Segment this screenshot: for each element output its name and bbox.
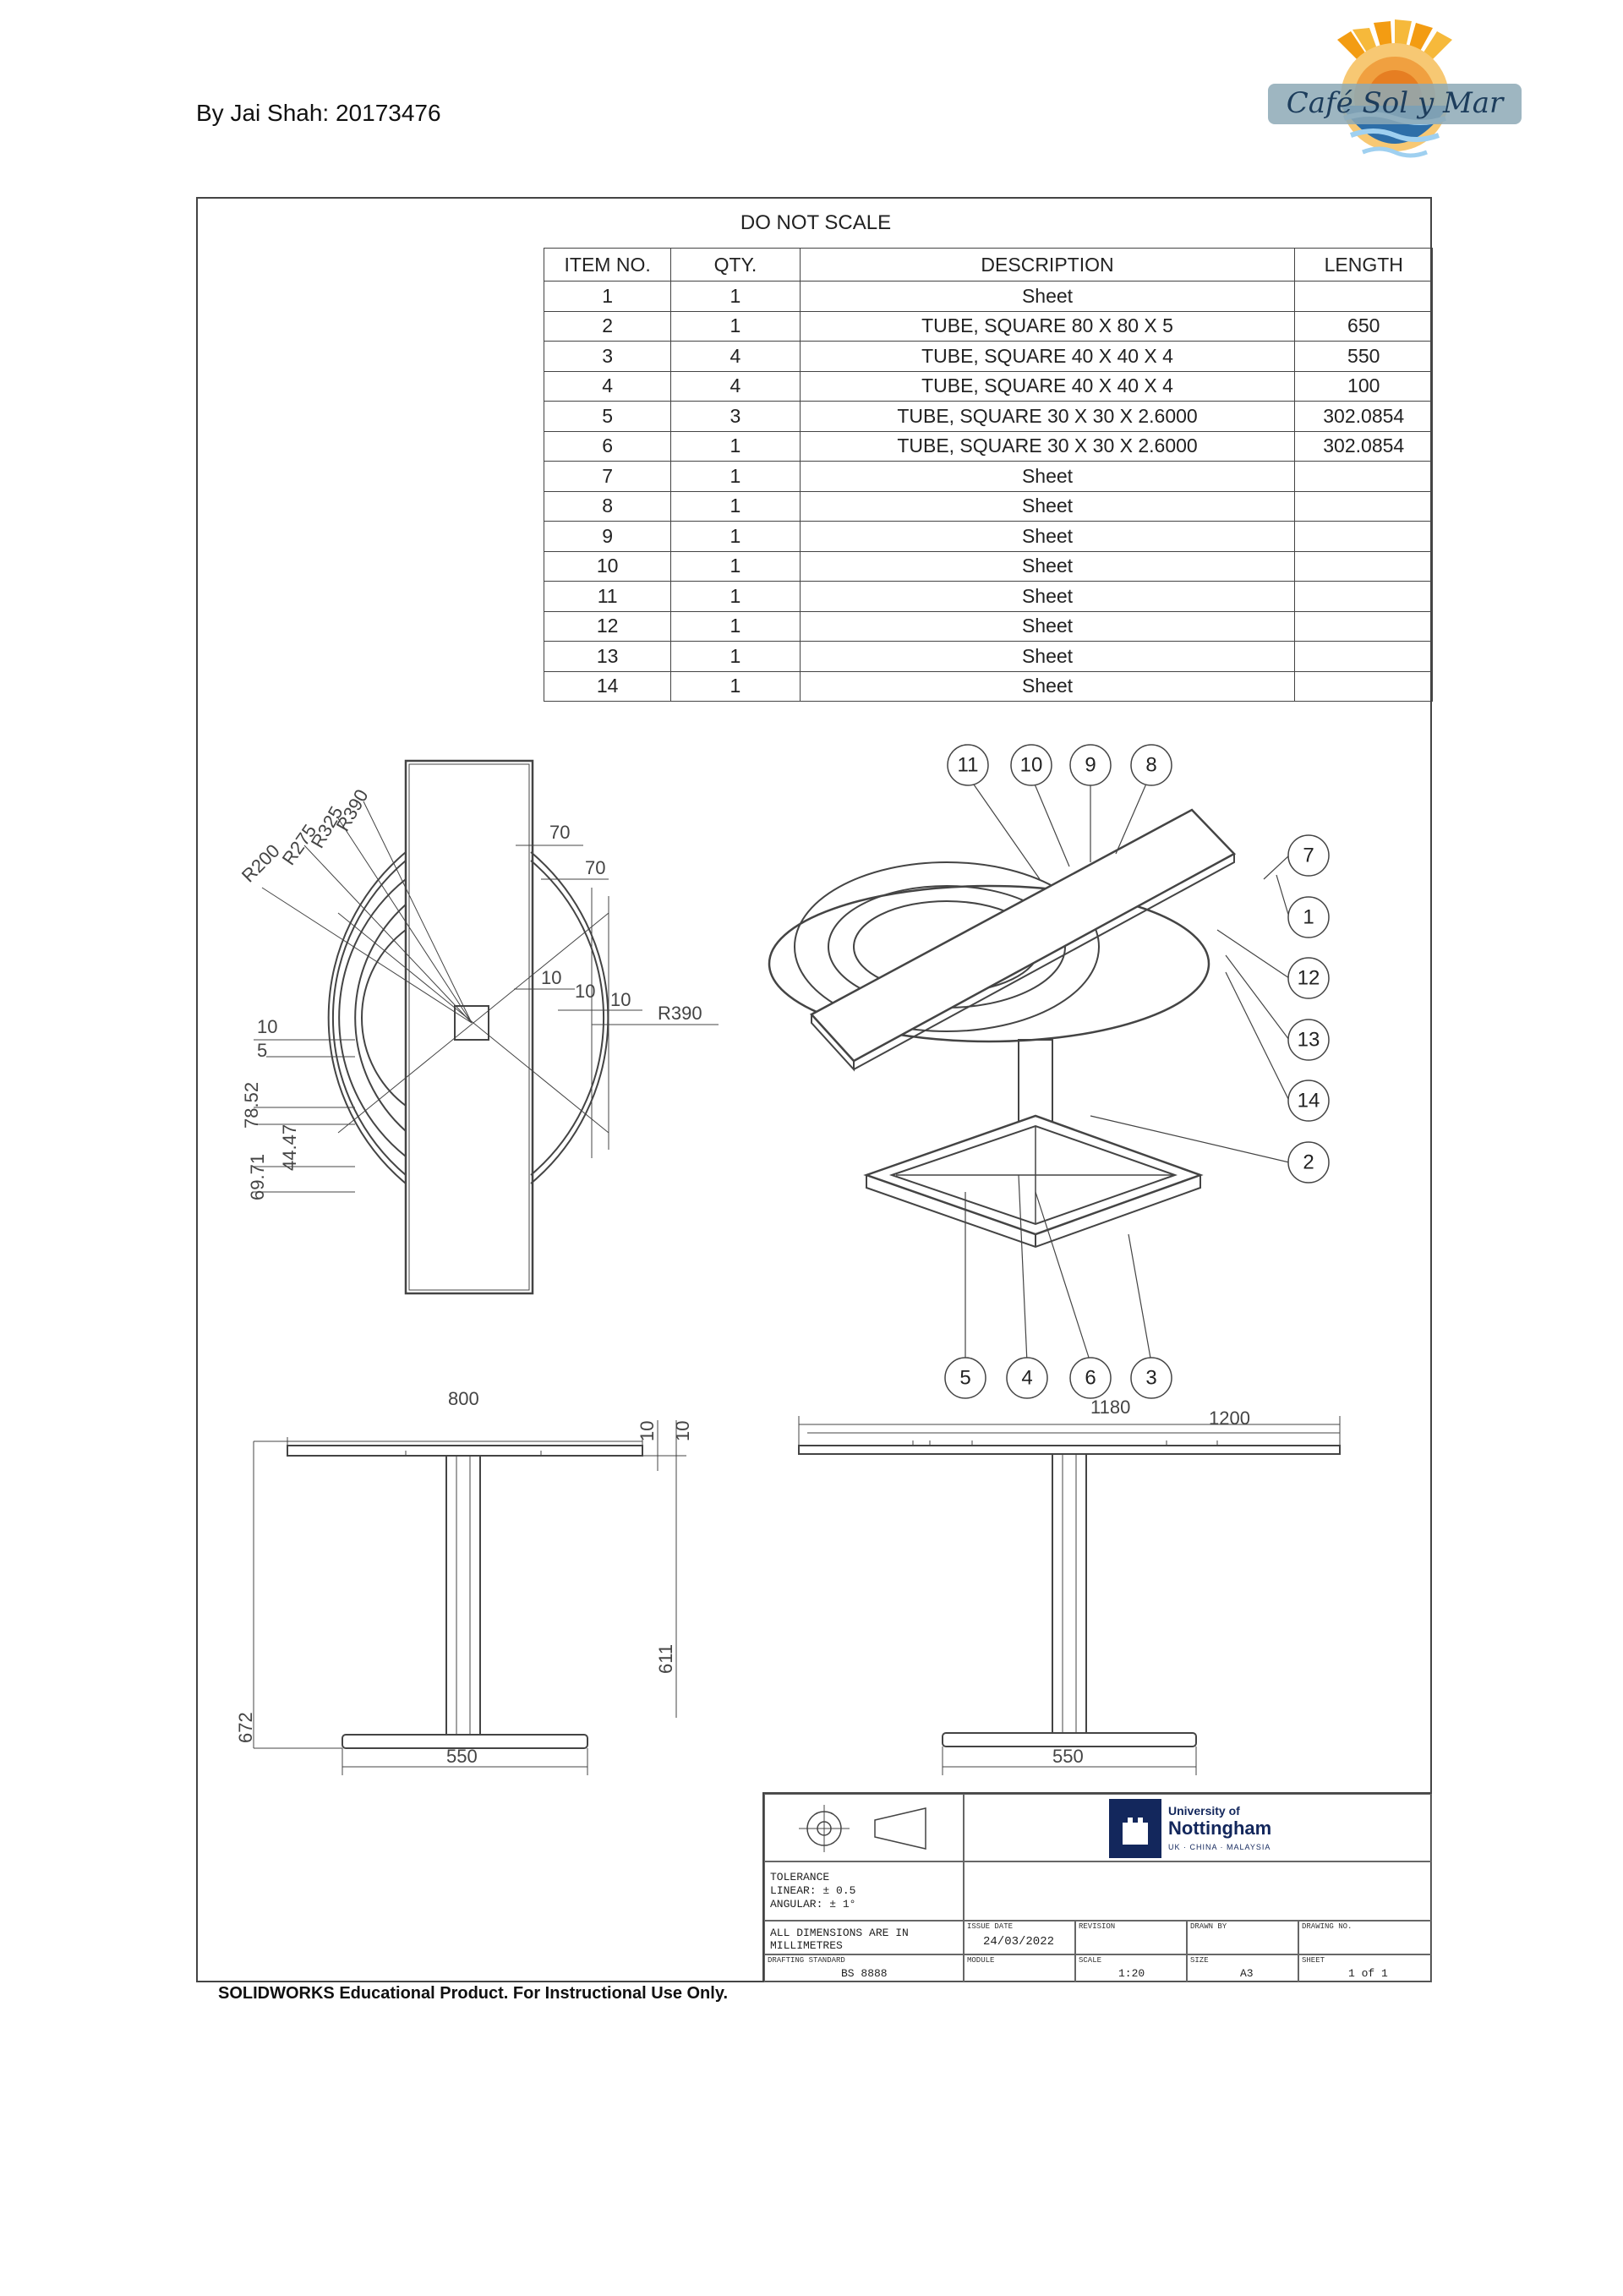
front-view [254, 1420, 686, 1775]
scale-value: 1:20 [1118, 1967, 1145, 1980]
bom-description: TUBE, SQUARE 40 X 40 X 4 [800, 371, 1295, 402]
dim-550-side: 550 [1052, 1746, 1084, 1767]
scale-label: SCALE [1079, 1956, 1102, 1965]
units-line-2: MILLIMETRES [770, 1939, 843, 1952]
bom-qty: 3 [671, 402, 800, 432]
bom-item-no: 8 [544, 491, 671, 522]
bom-item-no: 2 [544, 311, 671, 342]
drawn-by-label: DRAWN BY [1190, 1922, 1227, 1931]
university-name-line-3: UK · CHINA · MALAYSIA [1168, 1843, 1271, 1851]
university-logo [1109, 1799, 1278, 1858]
balloon-label: 11 [957, 753, 979, 777]
dim-672: 672 [235, 1712, 256, 1743]
bom-length: 302.0854 [1295, 402, 1433, 432]
dim-1200: 1200 [1209, 1408, 1250, 1429]
bom-item-no: 10 [544, 551, 671, 582]
bom-length: 302.0854 [1295, 431, 1433, 462]
bom-description: Sheet [800, 462, 1295, 492]
drafting-value: BS 8888 [841, 1967, 888, 1980]
bom-header-length: LENGTH [1295, 249, 1433, 282]
scale-cell [1075, 1954, 1187, 1982]
bom-qty: 4 [671, 342, 800, 372]
bom-item-no: 12 [544, 611, 671, 642]
side-view-dimensions [1052, 1397, 1250, 1767]
bom-description: Sheet [800, 522, 1295, 552]
balloon-label: 4 [1021, 1366, 1033, 1390]
drafting-label: DRAFTING STANDARD [768, 1956, 845, 1965]
balloon-label: 1 [1303, 905, 1314, 929]
bom-description: Sheet [800, 582, 1295, 612]
balloon-label: 8 [1145, 753, 1157, 777]
issue-date-cell [964, 1921, 1075, 1954]
dim-r325: R325 [306, 802, 347, 852]
issue-date-value: 24/03/2022 [983, 1935, 1055, 1949]
bom-qty: 1 [671, 431, 800, 462]
solidworks-footer: SOLIDWORKS Educational Product. For Instructional Use Only. [218, 1984, 729, 2003]
dim-611: 611 [655, 1643, 676, 1674]
size-value: A3 [1240, 1967, 1254, 1980]
side-view [799, 1416, 1340, 1775]
module-label: MODULE [967, 1956, 995, 1965]
dim-10-b: 10 [575, 981, 596, 1002]
bom-qty: 1 [671, 491, 800, 522]
bom-qty: 1 [671, 522, 800, 552]
bom-item-no: 5 [544, 402, 671, 432]
bom-item-no: 11 [544, 582, 671, 612]
issue-date-label: ISSUE DATE [967, 1922, 1014, 1931]
balloon-label: 9 [1085, 753, 1096, 777]
balloon-label: 7 [1303, 844, 1314, 867]
author-label: By Jai Shah: 20173476 [196, 100, 441, 126]
bom-item-no: 7 [544, 462, 671, 492]
dim-78-52: 78.52 [241, 1081, 262, 1129]
balloon-label: 14 [1297, 1089, 1320, 1112]
tolerance-cell [764, 1861, 964, 1921]
bom-header-qty: QTY. [671, 249, 800, 282]
dim-10-a: 10 [541, 967, 562, 988]
revision-cell [1075, 1921, 1187, 1954]
bom-item-no: 6 [544, 431, 671, 462]
bom-qty: 4 [671, 371, 800, 402]
balloons-top [948, 745, 1172, 785]
third-angle-projection-icon [765, 1795, 965, 1862]
drawn-by-cell [1187, 1921, 1298, 1954]
tolerance-linear: LINEAR: ± 0.5 [770, 1884, 856, 1897]
dim-1180: 1180 [1090, 1397, 1131, 1418]
dim-10-front-b: 10 [672, 1420, 693, 1441]
bom-length: 100 [1295, 371, 1433, 402]
do-not-scale-note: DO NOT SCALE [740, 211, 892, 234]
dim-10-c: 10 [610, 989, 631, 1010]
balloon-label: 5 [959, 1366, 971, 1390]
dim-70-a: 70 [549, 822, 571, 843]
bom-item-no: 13 [544, 642, 671, 672]
bom-description: TUBE, SQUARE 30 X 30 X 2.6000 [800, 431, 1295, 462]
units-line-1: ALL DIMENSIONS ARE IN [770, 1927, 909, 1939]
dim-800: 800 [448, 1388, 479, 1409]
dim-69-71: 69.71 [247, 1153, 268, 1200]
sheet-value: 1 of 1 [1348, 1967, 1388, 1980]
bom-length: 650 [1295, 311, 1433, 342]
bom-description: TUBE, SQUARE 30 X 30 X 2.6000 [800, 402, 1295, 432]
drafting-cell [764, 1954, 964, 1982]
bom-description: Sheet [800, 611, 1295, 642]
university-name-line-1: University of [1168, 1804, 1240, 1818]
bom-description: Sheet [800, 671, 1295, 702]
bom-description: Sheet [800, 491, 1295, 522]
dim-r390-b: R390 [658, 1003, 702, 1024]
isometric-view [769, 810, 1234, 1247]
bom-description: Sheet [800, 551, 1295, 582]
dim-44-47: 44.47 [279, 1123, 300, 1171]
title-block [762, 1792, 1432, 1982]
bom-qty: 1 [671, 311, 800, 342]
bom-qty: 1 [671, 282, 800, 312]
balloon-label: 2 [1303, 1151, 1314, 1174]
castle-crest-icon [1109, 1799, 1161, 1858]
balloon-label: 13 [1297, 1028, 1320, 1052]
bom-qty: 1 [671, 582, 800, 612]
size-cell [1187, 1954, 1298, 1982]
bom-item-no: 4 [544, 371, 671, 402]
bom-qty: 1 [671, 551, 800, 582]
blank-cell [964, 1861, 1432, 1921]
dim-10-front-a: 10 [637, 1420, 658, 1441]
size-label: SIZE [1190, 1956, 1209, 1965]
dim-10-left: 10 [257, 1016, 278, 1037]
module-cell [964, 1954, 1075, 1982]
balloons-right [1288, 835, 1329, 1183]
tolerance-title: TOLERANCE [770, 1871, 830, 1883]
dim-r275: R275 [277, 820, 321, 869]
drawing-no-cell [1298, 1921, 1432, 1954]
bom-qty: 1 [671, 462, 800, 492]
sheet-cell [1298, 1954, 1432, 1982]
sheet-label: SHEET [1302, 1956, 1325, 1965]
dim-r200: R200 [237, 839, 284, 887]
bom-description: Sheet [800, 282, 1295, 312]
bom-description: Sheet [800, 642, 1295, 672]
balloon-label: 10 [1019, 753, 1043, 777]
university-name-line-2: Nottingham [1168, 1818, 1272, 1839]
drawing-no-label: DRAWING NO. [1302, 1922, 1352, 1931]
bom-qty: 1 [671, 642, 800, 672]
bom-description: TUBE, SQUARE 80 X 80 X 5 [800, 311, 1295, 342]
balloon-label: 12 [1297, 966, 1320, 990]
balloon-label: 3 [1145, 1366, 1157, 1390]
bom-item-no: 3 [544, 342, 671, 372]
dim-r390-a: R390 [331, 785, 373, 835]
balloon-label: 6 [1085, 1366, 1096, 1390]
bom-qty: 1 [671, 611, 800, 642]
dim-550-front: 550 [446, 1746, 478, 1767]
dim-5: 5 [257, 1040, 268, 1061]
revision-label: REVISION [1079, 1922, 1116, 1931]
dim-70-b: 70 [585, 857, 606, 878]
bom-length: 550 [1295, 342, 1433, 372]
bom-header-item: ITEM NO. [544, 249, 671, 282]
units-cell [764, 1921, 964, 1954]
bom-header-description: DESCRIPTION [800, 249, 1295, 282]
logo-text: Café Sol y Mar [1286, 86, 1504, 120]
bom-item-no: 1 [544, 282, 671, 312]
bom-item-no: 14 [544, 671, 671, 702]
bom-item-no: 9 [544, 522, 671, 552]
tolerance-angular: ANGULAR: ± 1° [770, 1898, 856, 1911]
projection-cell [764, 1794, 964, 1861]
bom-description: TUBE, SQUARE 40 X 40 X 4 [800, 342, 1295, 372]
balloons-bottom [945, 1358, 1172, 1398]
top-view-dimensions [238, 785, 702, 1200]
bom-qty: 1 [671, 671, 800, 702]
